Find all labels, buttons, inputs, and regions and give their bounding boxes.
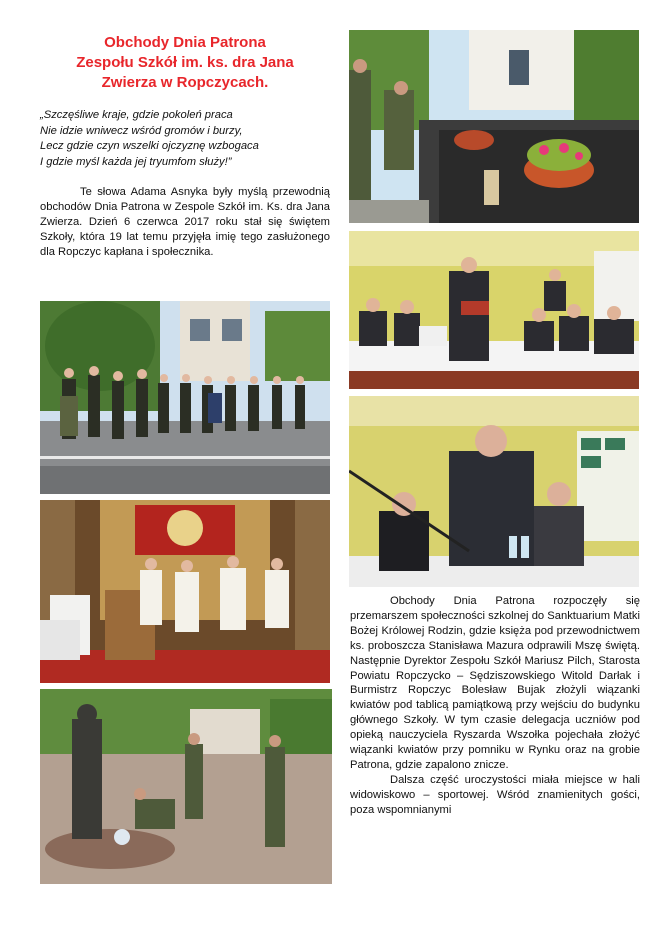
panel-photo-image: [349, 231, 639, 389]
poem-quote: [40, 108, 335, 170]
photo-speaker-hall: [349, 396, 639, 587]
intro-paragraph: Te słowa Adama Asnyka były myślą przewodnią obchodów Dnia Patrona w Zespole Szkół im. Ks. dra Jana Zwierza. Dzień 6 czerwca 2017 roku stał się świętem Szkoły, która 19 lat temu przyjęła imię tego zasłużonego dla Ropczyc kapłana i społecznika.: [40, 186, 330, 258]
body-paragraph: Dalsza część uroczystości miała miejsce w hali widowiskowo – sportowej. Wśród znamienitych gości, poza wspomnianymi: [350, 773, 640, 816]
poem-line: Nie idzie wniwecz wśród gromów i burzy,: [40, 124, 243, 137]
title-line-3: Zwierza w Ropczycach.: [101, 74, 269, 91]
photo-school-march: [40, 301, 330, 494]
article-body: [350, 594, 640, 818]
poem-line: I gdzie myśl każda jej tryumfom służy!”: [40, 155, 232, 168]
poem-line: Lecz gdzie czyn wszelki ojczyznę wzbogaca: [40, 140, 259, 152]
photo-holy-mass: [40, 500, 330, 683]
monument-photo-image: [40, 689, 332, 884]
article-title: [40, 33, 330, 93]
photo-guests-panel: [349, 231, 639, 389]
march-photo-image: [40, 301, 330, 494]
poem-line: „Szczęśliwe kraje, gdzie pokoleń praca: [40, 109, 233, 121]
title-line-1: Obchody Dnia Patrona: [104, 34, 266, 51]
photo-patron-grave: [349, 30, 639, 223]
photo-monument-wreath: [40, 689, 332, 884]
body-paragraph: Obchody Dnia Patrona rozpoczęły się przemarszem społeczności szkolnej do Sanktuarium Matki Bożej Królowej Rodzin, gdzie księża pod przewodnictwem ks. proboszcza Stanisława Mazura odprawili Mszę świętą. Następnie Dyrektor Zespołu Szkół Mariusz Pilch, Starosta Powiatu Ropczycko – Sędziszowskiego Witold Darłak i Burmistrz Ropczyc Bolesław Bujak złożyli wiązanki kwiatów pod tablicą pamiątkową przy wejściu do budynku głównego Szkoły. W tym czasie delegacja uczniów pod opieką nauczyciela Ryszarda Wszołka pojechała złożyć wiązanki kwiatów przy pomniku w Rynku oraz na grobie Patrona, gdzie zapalono znicze.: [350, 595, 640, 771]
grave-photo-image: [349, 30, 639, 223]
title-line-2: Zespołu Szkół im. ks. dra Jana: [76, 54, 294, 71]
mass-photo-image: [40, 500, 330, 683]
speaker-photo-image: [349, 396, 639, 587]
